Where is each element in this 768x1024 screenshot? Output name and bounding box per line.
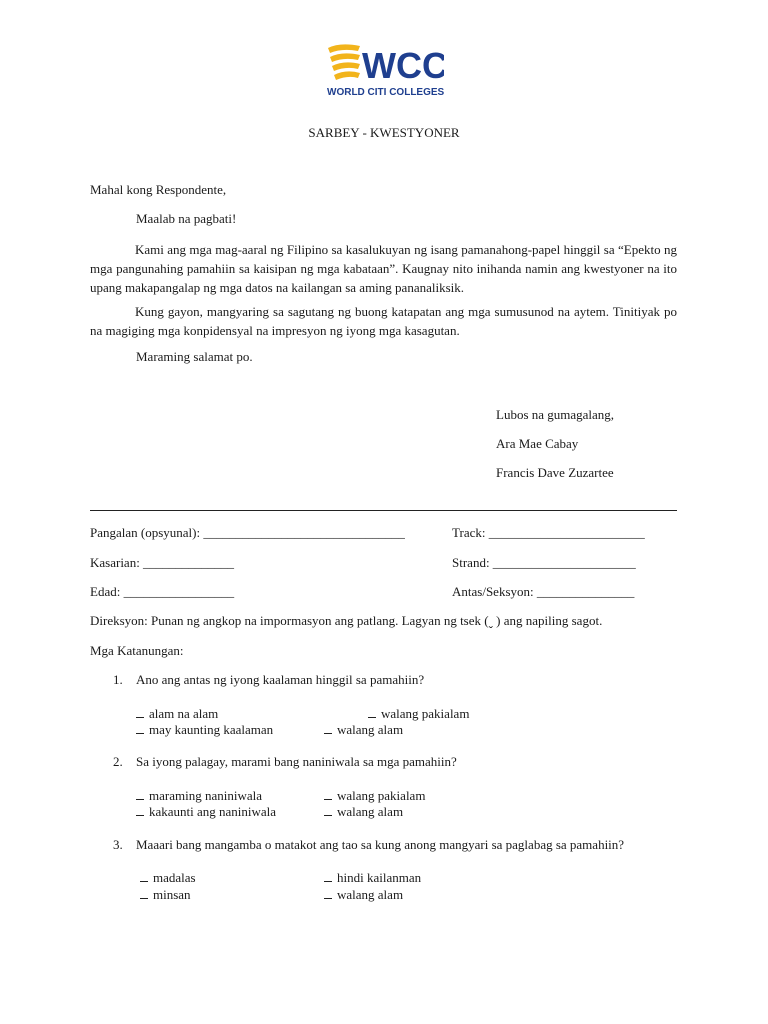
questions-heading: Mga Katanungan: — [90, 643, 184, 658]
name-field[interactable]: Pangalan (opsyunal): _______________________________ — [90, 525, 405, 540]
option-checkbox[interactable] — [136, 722, 273, 738]
option-checkbox[interactable] — [140, 887, 191, 903]
signature-name-2: Francis Dave Zuzartee — [496, 465, 614, 480]
checkbox-blank-icon — [324, 814, 332, 816]
checkbox-blank-icon — [324, 798, 332, 800]
checkbox-blank-icon — [368, 716, 376, 718]
signature-name-1: Ara Mae Cabay — [496, 436, 579, 451]
question-text: Sa iyong palagay, marami bang naniniwala sa mga pamahiin? — [136, 754, 457, 769]
checkbox-blank-icon — [136, 732, 144, 734]
option-checkbox[interactable] — [324, 887, 403, 903]
question-number: 1. — [113, 672, 123, 687]
signature-closing: Lubos na gumagalang, — [496, 407, 615, 422]
track-field[interactable]: Track: ________________________ — [452, 525, 645, 540]
question-text: Ano ang antas ng iyong kaalaman hinggil sa pamahiin? — [136, 672, 425, 687]
option-label: maraming naniniwala — [149, 788, 262, 803]
strand-field[interactable]: Strand: ______________________ — [452, 555, 636, 570]
checkbox-blank-icon — [140, 897, 148, 899]
wing-icon — [328, 44, 360, 80]
logo-acronym: WCC — [362, 45, 444, 86]
option-checkbox[interactable] — [136, 788, 262, 804]
option-label: alam na alam — [149, 706, 219, 721]
option-checkbox[interactable] — [368, 706, 469, 722]
logo-college-name: WORLD CITI COLLEGES — [327, 87, 444, 98]
document-title: SARBEY - KWESTYONER — [308, 125, 460, 140]
option-checkbox[interactable] — [324, 788, 425, 804]
option-checkbox[interactable] — [324, 870, 421, 886]
age-field[interactable]: Edad: _________________ — [90, 584, 235, 599]
option-label: hindi kailanman — [337, 870, 422, 885]
section-field[interactable]: Antas/Seksyon: _______________ — [452, 584, 635, 599]
checkbox-blank-icon — [136, 798, 144, 800]
greeting: Maalab na pagbati! — [136, 211, 237, 226]
option-label: walang alam — [337, 804, 404, 819]
option-label: madalas — [153, 870, 196, 885]
section-divider — [90, 510, 677, 511]
option-checkbox[interactable] — [136, 706, 218, 722]
checkbox-blank-icon — [324, 897, 332, 899]
checkbox-blank-icon — [140, 880, 148, 882]
option-checkbox[interactable] — [136, 804, 276, 820]
request-paragraph: Kung gayon, mangyaring sa sagutang ng buong katapatan ang mga sumusunod na aytem. Tinitiyak po na magiging mga konpidensyal na impresyon ng iyong mga kasagutan. — [90, 304, 677, 338]
college-logo-mark — [326, 40, 444, 100]
checkbox-blank-icon — [136, 716, 144, 718]
thanks-line: Maraming salamat po. — [136, 349, 253, 364]
option-label: may kaunting kaalaman — [149, 722, 274, 737]
directions-text: Direksyon: Punan ng angkop na impormasyon ang patlang. Lagyan ng tsek (ˬ ) ang napiling sagot. — [90, 613, 603, 628]
checkbox-blank-icon — [324, 880, 332, 882]
intro-paragraph: Kami ang mga mag-aaral ng Filipino sa kasalukuyan ng isang pamanahong-papel hinggil sa “Epekto ng mga pangunahing pamahiin sa kaisipan ng mga kabataan”. Kaugnay nito inihanda namin ang kwestyoner na ito upang makapangalap ng mga datos na kailangan sa aming pananaliksik. — [90, 242, 677, 295]
question-number: 3. — [113, 837, 123, 852]
sex-field[interactable]: Kasarian: ______________ — [90, 555, 235, 570]
checkbox-blank-icon — [136, 814, 144, 816]
option-label: kakaunti ang naniniwala — [149, 804, 277, 819]
question-text: Maaari bang mangamba o matakot ang tao sa kung anong mangyari sa paglabag sa pamahiin? — [136, 837, 625, 852]
option-checkbox[interactable] — [324, 804, 403, 820]
option-label: walang pakialam — [381, 706, 470, 721]
option-label: walang pakialam — [337, 788, 426, 803]
college-logo — [326, 40, 444, 100]
option-checkbox[interactable] — [324, 722, 403, 738]
checkbox-blank-icon — [324, 732, 332, 734]
option-label: minsan — [153, 887, 191, 902]
option-label: walang alam — [337, 722, 404, 737]
salutation: Mahal kong Respondente, — [90, 182, 227, 197]
option-label: walang alam — [337, 887, 404, 902]
question-number: 2. — [113, 754, 123, 769]
option-checkbox[interactable] — [140, 870, 196, 886]
